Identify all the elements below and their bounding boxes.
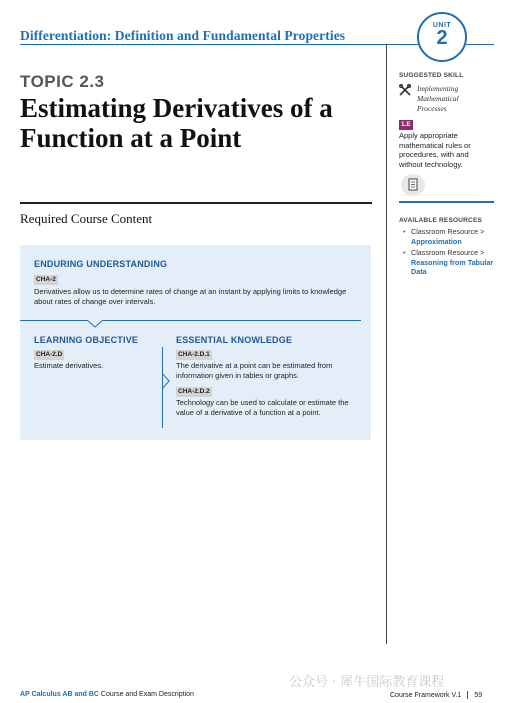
page-number: 59 bbox=[474, 691, 483, 699]
footer-framework-version: Course Framework V.1 bbox=[390, 691, 462, 699]
essential-knowledge-code-1: CHA-2.D.1 bbox=[178, 351, 210, 358]
resource-prefix: Classroom Resource > bbox=[411, 227, 485, 236]
column-divider bbox=[386, 44, 387, 644]
watermark: 公众号 · 犀牛国际教育课程 bbox=[289, 675, 445, 690]
content-framework-box bbox=[20, 245, 371, 440]
essential-knowledge-text-2: Technology can be used to calculate or estimate the value of a derivative of a function at a point. bbox=[176, 398, 349, 417]
footer-left bbox=[20, 691, 194, 698]
footer-separator bbox=[467, 691, 468, 699]
unit-badge bbox=[417, 12, 467, 62]
tools-icon bbox=[399, 84, 411, 96]
skill-name-line-2: Mathematical bbox=[417, 94, 459, 103]
resource-item bbox=[403, 227, 495, 246]
skill-name bbox=[417, 84, 459, 114]
topic-label: TOPIC 2.3 bbox=[20, 72, 105, 91]
sidebar-divider bbox=[399, 201, 494, 203]
topic-title: Estimating Derivatives of a Function at a Point bbox=[20, 93, 333, 153]
resource-link-approximation[interactable]: Approximation bbox=[411, 236, 462, 246]
resources-list bbox=[403, 227, 495, 279]
skill-code-badge: 1.E bbox=[401, 121, 411, 128]
suggested-skill-heading: SUGGESTED SKILL bbox=[399, 72, 464, 79]
skill-name-line-3: Processes bbox=[417, 104, 447, 113]
skill-description: Apply appropriate mathematical rules or procedures, with and without technology. bbox=[399, 131, 471, 169]
enduring-understanding-heading: ENDURING UNDERSTANDING bbox=[34, 259, 168, 269]
available-resources-heading: AVAILABLE RESOURCES bbox=[399, 217, 483, 224]
enduring-understanding-text: Derivatives allow us to determine rates of change at an instant by applying limits to knowledge about rates of change over intervals. bbox=[34, 287, 347, 306]
footer-course-desc: Course and Exam Description bbox=[100, 691, 194, 698]
footer-course-name: AP Calculus AB and BC bbox=[20, 691, 99, 698]
resource-link-reasoning[interactable]: Reasoning from Tabular Data bbox=[411, 257, 494, 276]
learning-objective-code: CHA-2.D bbox=[36, 351, 63, 358]
unit-number: 2 bbox=[436, 27, 448, 49]
essential-knowledge-text-1: The derivative at a point can be estimated from information given in tables or graphs. bbox=[176, 361, 333, 380]
essential-knowledge-heading: ESSENTIAL KNOWLEDGE bbox=[176, 335, 293, 345]
enduring-understanding-code: CHA-2 bbox=[36, 276, 56, 283]
unit-label: UNIT bbox=[432, 22, 452, 29]
document-icon bbox=[401, 174, 425, 196]
title-divider bbox=[20, 202, 372, 204]
section-divider-left bbox=[20, 320, 88, 321]
resource-item bbox=[403, 248, 495, 277]
learning-objective-text: Estimate derivatives. bbox=[34, 361, 104, 370]
required-content-heading: Required Course Content bbox=[20, 211, 153, 226]
resource-prefix: Classroom Resource > bbox=[411, 248, 485, 257]
section-header-title: Differentiation: Definition and Fundamental Properties bbox=[20, 28, 346, 43]
skill-name-line-1: Implementing bbox=[417, 84, 459, 93]
pointer-notch-icon bbox=[87, 320, 103, 328]
pointer-arrow-icon bbox=[162, 373, 170, 389]
footer-right bbox=[390, 691, 482, 699]
learning-objective-heading: LEARNING OBJECTIVE bbox=[34, 335, 139, 345]
section-divider-right bbox=[103, 320, 361, 321]
essential-knowledge-code-2: CHA-2.D.2 bbox=[178, 388, 210, 395]
